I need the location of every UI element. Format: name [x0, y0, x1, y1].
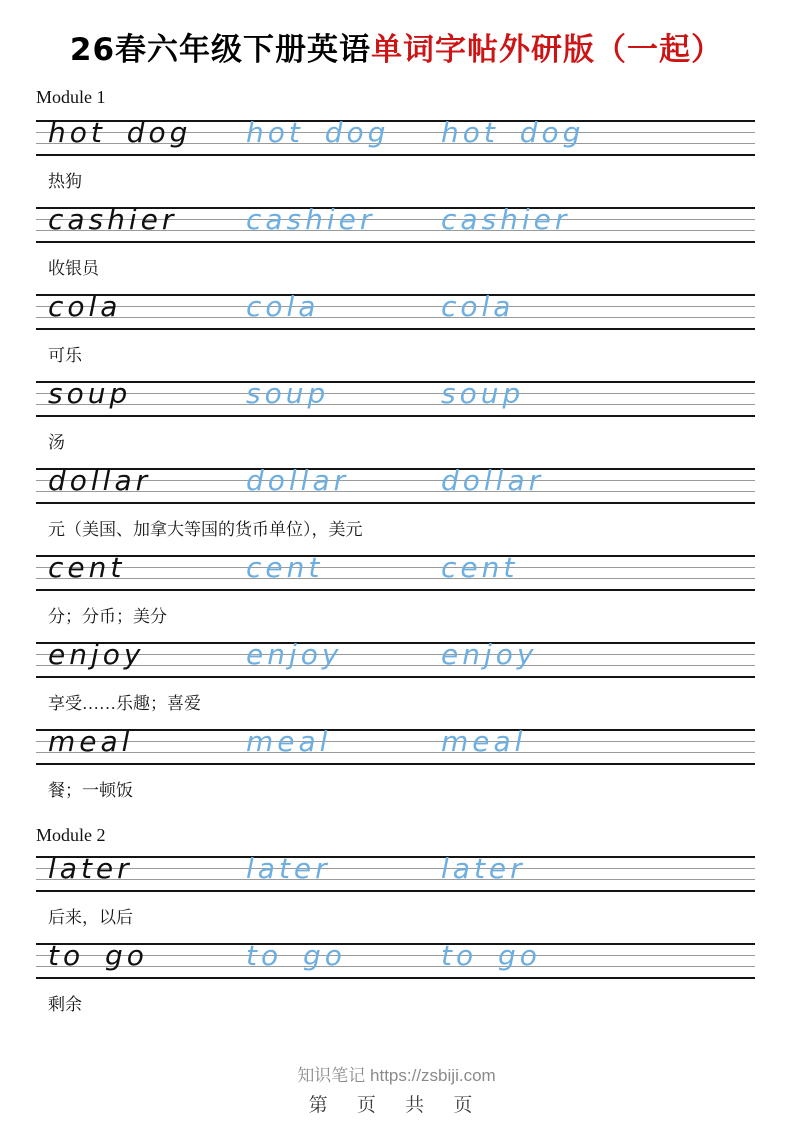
word-trace-copy-2: cashier [441, 203, 571, 236]
word-trace-copy-2: soup [441, 377, 525, 410]
guide-line-baseline [36, 578, 755, 579]
word-trace-copy-2: meal [441, 725, 527, 758]
word-meaning: 汤 [48, 433, 65, 452]
guide-line-baseline [36, 404, 755, 405]
word-trace-copy-2: hot dog [441, 116, 585, 149]
word-meaning: 享受……乐趣；喜爱 [48, 694, 201, 713]
footer-site-text: 知识笔记 https://zsbiji.com [297, 1066, 496, 1085]
guide-line-baseline [36, 879, 755, 880]
writing-guide-row [36, 203, 755, 243]
writing-guide-row [36, 939, 755, 979]
writing-guide-row [36, 638, 755, 678]
word-trace-copy-2: dollar [441, 464, 545, 497]
word-entry [36, 725, 755, 816]
page-title [0, 0, 793, 72]
word-trace-copy-1: enjoy [246, 638, 343, 671]
word-meaning: 剩余 [48, 995, 82, 1014]
word-entry [36, 551, 755, 642]
guide-line-bottom [36, 415, 755, 417]
guide-line-bottom [36, 502, 755, 504]
word-meaning: 可乐 [48, 346, 82, 365]
word-entry [36, 203, 755, 294]
word-trace-copy-2: to go [441, 939, 541, 972]
guide-line-top [36, 381, 755, 383]
word-meaning: 餐；一顿饭 [48, 781, 133, 800]
word-meaning: 后来，以后 [48, 908, 133, 927]
guide-line-upper-middle [36, 567, 755, 568]
page-footer [0, 1065, 793, 1118]
word-trace-copy-2: cent [441, 551, 519, 584]
word-entry [36, 116, 755, 207]
writing-guide-row [36, 725, 755, 765]
word-meaning: 元（美国、加拿大等国的货币单位），美元 [48, 520, 363, 539]
word-sample: cola [48, 290, 122, 323]
guide-line-bottom [36, 977, 755, 979]
word-sample: meal [48, 725, 134, 758]
guide-line-upper-middle [36, 741, 755, 742]
guide-line-bottom [36, 890, 755, 892]
word-trace-copy-1: hot dog [246, 116, 390, 149]
word-entry [36, 290, 755, 381]
guide-line-top [36, 729, 755, 731]
guide-line-baseline [36, 752, 755, 753]
word-entry [36, 638, 755, 729]
module-heading: Module 2 [36, 825, 106, 845]
guide-line-bottom [36, 154, 755, 156]
guide-line-top [36, 294, 755, 296]
footer-page-label: 第 页 共 页 [308, 1095, 485, 1116]
word-list [36, 86, 755, 1030]
guide-line-upper-middle [36, 393, 755, 394]
guide-line-baseline [36, 317, 755, 318]
writing-guide-row [36, 377, 755, 417]
word-trace-copy-1: later [246, 852, 331, 885]
page-title-black-part: 26春六年级下册英语 [69, 32, 372, 68]
guide-line-top [36, 555, 755, 557]
guide-line-upper-middle [36, 868, 755, 869]
guide-line-bottom [36, 589, 755, 591]
guide-line-bottom [36, 241, 755, 243]
word-sample: cent [48, 551, 126, 584]
word-meaning: 分；分币；美分 [48, 607, 167, 626]
word-trace-copy-1: cashier [246, 203, 376, 236]
word-trace-copy-2: cola [441, 290, 515, 323]
word-entry [36, 464, 755, 555]
word-sample: to go [48, 939, 148, 972]
writing-guide-row [36, 551, 755, 591]
guide-line-bottom [36, 676, 755, 678]
word-trace-copy-1: dollar [246, 464, 350, 497]
writing-guide-row [36, 852, 755, 892]
word-trace-copy-1: soup [246, 377, 330, 410]
guide-line-bottom [36, 328, 755, 330]
word-sample: hot dog [48, 116, 192, 149]
word-entry [36, 852, 755, 943]
word-entry [36, 939, 755, 1030]
writing-guide-row [36, 116, 755, 156]
word-sample: later [48, 852, 133, 885]
word-entry [36, 377, 755, 468]
word-trace-copy-1: to go [246, 939, 346, 972]
guide-line-upper-middle [36, 306, 755, 307]
guide-line-bottom [36, 763, 755, 765]
word-sample: enjoy [48, 638, 145, 671]
word-sample: soup [48, 377, 132, 410]
word-trace-copy-1: meal [246, 725, 332, 758]
word-meaning: 收银员 [48, 259, 99, 278]
word-sample: dollar [48, 464, 152, 497]
word-trace-copy-1: cola [246, 290, 320, 323]
module-heading: Module 1 [36, 87, 106, 107]
page-title-red-part: 单词字帖外研版（一起） [371, 32, 724, 68]
word-meaning: 热狗 [48, 172, 82, 191]
word-trace-copy-1: cent [246, 551, 324, 584]
guide-line-top [36, 856, 755, 858]
writing-guide-row [36, 464, 755, 504]
word-sample: cashier [48, 203, 178, 236]
word-trace-copy-2: enjoy [441, 638, 538, 671]
writing-guide-row [36, 290, 755, 330]
word-trace-copy-2: later [441, 852, 526, 885]
